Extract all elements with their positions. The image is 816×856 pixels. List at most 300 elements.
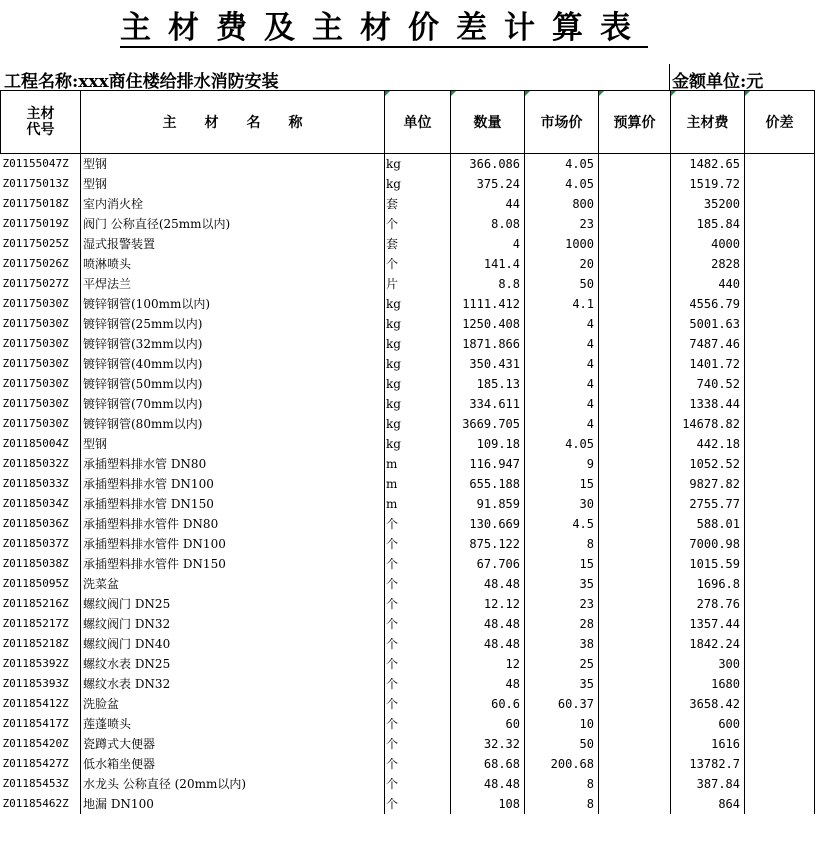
info-divider [669,64,670,91]
cell-market[interactable]: 38 [525,634,599,654]
cell-market[interactable]: 4.05 [525,154,599,175]
cell-code[interactable]: Z01185427Z [2,757,69,770]
cell-unit[interactable]: 个 [385,214,451,234]
header-code[interactable] [1,91,81,154]
cell-budget[interactable] [599,434,671,454]
cell-name[interactable]: 承插塑料排水管 DN150 [81,494,385,514]
table-row [1,434,815,454]
cell-cost[interactable]: 1519.72 [671,174,745,194]
cell-name[interactable]: 承插塑料排水管件 DN150 [81,554,385,574]
cell-budget[interactable] [599,454,671,474]
cell-name[interactable]: 型钢 [81,434,385,454]
cell-code[interactable]: Z01155047Z [2,157,69,170]
table-row [1,254,815,274]
cell-cost[interactable]: 1696.8 [671,574,745,594]
cell-diff[interactable] [745,534,815,554]
cell-qty[interactable]: 141.4 [451,254,525,274]
cell-diff[interactable] [745,474,815,494]
cell-market[interactable]: 10 [525,714,599,734]
cell-name[interactable]: 瓷蹲式大便器 [81,734,385,754]
cell-name[interactable]: 湿式报警装置 [81,234,385,254]
cell-unit[interactable]: 个 [385,534,451,554]
cell-name[interactable]: 螺纹阀门 DN25 [81,594,385,614]
cell-qty[interactable]: 60.6 [451,694,525,714]
cell-budget[interactable] [599,154,671,175]
cell-budget[interactable] [599,274,671,294]
cell-cost[interactable]: 185.84 [671,214,745,234]
cell-market[interactable]: 200.68 [525,754,599,774]
cell-diff[interactable] [745,794,815,814]
cell-qty[interactable]: 12.12 [451,594,525,614]
header-market[interactable] [525,91,599,154]
cell-budget[interactable] [599,534,671,554]
cell-cost[interactable]: 440 [671,274,745,294]
cell-market[interactable]: 4.05 [525,174,599,194]
cell-cost[interactable]: 14678.82 [671,414,745,434]
cell-code[interactable]: Z01175030Z [2,337,69,350]
cell-market[interactable]: 8 [525,534,599,554]
table-row [1,794,815,814]
cell-qty[interactable]: 334.611 [451,394,525,414]
cell-diff[interactable] [745,594,815,614]
table-row [1,394,815,414]
cell-unit[interactable]: 个 [385,774,451,794]
cell-budget[interactable] [599,574,671,594]
cell-name[interactable]: 地漏 DN100 [81,794,385,814]
cell-diff[interactable] [745,194,815,214]
table-row [1,594,815,614]
cell-unit[interactable]: 个 [385,794,451,814]
cell-cost[interactable]: 2828 [671,254,745,274]
cell-code[interactable]: Z01185034Z [2,497,69,510]
table-row [1,654,815,674]
header-name[interactable] [81,91,385,154]
cell-qty[interactable]: 68.68 [451,754,525,774]
cell-cost[interactable]: 442.18 [671,434,745,454]
cell-name[interactable]: 喷淋喷头 [81,254,385,274]
table-row [1,554,815,574]
cell-qty[interactable]: 875.122 [451,534,525,554]
cell-name[interactable]: 螺纹水表 DN32 [81,674,385,694]
cell-cost[interactable]: 740.52 [671,374,745,394]
cell-code[interactable]: Z01175030Z [2,377,69,390]
cell-diff[interactable] [745,494,815,514]
cell-qty[interactable]: 185.13 [451,374,525,394]
cell-market[interactable]: 4 [525,314,599,334]
cell-code[interactable]: Z01185417Z [2,717,69,730]
cell-unit[interactable]: kg [385,334,451,354]
cell-cost[interactable]: 600 [671,714,745,734]
cell-cost[interactable]: 5001.63 [671,314,745,334]
header-cost[interactable] [671,91,745,154]
cell-name[interactable]: 低水箱坐便器 [81,754,385,774]
cell-budget[interactable] [599,734,671,754]
cell-code[interactable]: Z01175013Z [2,177,69,190]
cell-cost[interactable]: 3658.42 [671,694,745,714]
cell-cost[interactable]: 1357.44 [671,614,745,634]
header-code-line2: 代号 [26,122,55,138]
cell-budget[interactable] [599,794,671,814]
cell-unit[interactable]: 个 [385,674,451,694]
cell-cost[interactable]: 1015.59 [671,554,745,574]
table-row [1,414,815,434]
cell-qty[interactable]: 67.706 [451,554,525,574]
cell-budget[interactable] [599,614,671,634]
cell-name[interactable]: 镀锌钢管(80mm以内) [81,414,385,434]
cell-market[interactable]: 4.1 [525,294,599,314]
cell-budget[interactable] [599,554,671,574]
cell-budget[interactable] [599,374,671,394]
material-table [0,90,815,814]
cell-code[interactable]: Z01185393Z [2,677,69,690]
cell-diff[interactable] [745,374,815,394]
cell-market[interactable]: 15 [525,554,599,574]
cell-unit[interactable]: 个 [385,654,451,674]
cell-market[interactable]: 35 [525,674,599,694]
cell-cost[interactable]: 13782.7 [671,754,745,774]
cell-budget[interactable] [599,314,671,334]
cell-diff[interactable] [745,294,815,314]
cell-budget[interactable] [599,294,671,314]
cell-unit[interactable]: m [385,454,451,474]
cell-unit[interactable]: kg [385,434,451,454]
cell-market[interactable]: 4 [525,394,599,414]
cell-code[interactable]: Z01175019Z [2,217,69,230]
cell-unit[interactable]: 个 [385,634,451,654]
cell-unit[interactable]: 个 [385,714,451,734]
cell-qty[interactable]: 60 [451,714,525,734]
cell-market[interactable]: 8 [525,794,599,814]
cell-market[interactable]: 4 [525,354,599,374]
cell-diff[interactable] [745,454,815,474]
cell-cost[interactable]: 2755.77 [671,494,745,514]
cell-cost[interactable]: 7487.46 [671,334,745,354]
table-row [1,314,815,334]
cell-code[interactable]: Z01185217Z [2,617,69,630]
cell-cost[interactable]: 278.76 [671,594,745,614]
cell-qty[interactable]: 48.48 [451,574,525,594]
cell-qty[interactable]: 366.086 [451,154,525,175]
cell-name[interactable]: 洗脸盆 [81,694,385,714]
cell-market[interactable]: 25 [525,654,599,674]
cell-budget[interactable] [599,654,671,674]
cell-code[interactable]: Z01185420Z [2,737,69,750]
cell-unit[interactable]: 个 [385,754,451,774]
cell-name[interactable]: 洗菜盆 [81,574,385,594]
cell-qty[interactable]: 1111.412 [451,294,525,314]
cell-cost[interactable]: 7000.98 [671,534,745,554]
cell-unit[interactable]: 个 [385,614,451,634]
cell-code[interactable]: Z01185038Z [2,557,69,570]
cell-market[interactable]: 800 [525,194,599,214]
cell-qty[interactable]: 48.48 [451,634,525,654]
cell-budget[interactable] [599,354,671,374]
table-row [1,214,815,234]
cell-diff[interactable] [745,734,815,754]
cell-code[interactable]: Z01175030Z [2,297,69,310]
cell-market[interactable]: 4 [525,374,599,394]
cell-unit[interactable]: kg [385,414,451,434]
cell-diff[interactable] [745,174,815,194]
cell-market[interactable]: 4 [525,414,599,434]
cell-qty[interactable]: 130.669 [451,514,525,534]
cell-market[interactable]: 23 [525,214,599,234]
cell-budget[interactable] [599,674,671,694]
cell-name[interactable]: 阀门 公称直径(25mm以内) [81,214,385,234]
cell-code[interactable]: Z01175030Z [2,357,69,370]
cell-code[interactable]: Z01175026Z [2,257,69,270]
cell-code[interactable]: Z01185216Z [2,597,69,610]
cell-diff[interactable] [745,434,815,454]
cell-name[interactable]: 水龙头 公称直径 (20mm以内) [81,774,385,794]
cell-unit[interactable]: 个 [385,594,451,614]
cell-diff[interactable] [745,634,815,654]
cell-unit[interactable]: 个 [385,554,451,574]
cell-cost[interactable]: 1680 [671,674,745,694]
cell-cost[interactable]: 1842.24 [671,634,745,654]
cell-cost[interactable]: 4556.79 [671,294,745,314]
cell-unit[interactable]: 个 [385,694,451,714]
cell-diff[interactable] [745,614,815,634]
cell-name[interactable]: 螺纹阀门 DN32 [81,614,385,634]
cell-unit[interactable]: 个 [385,734,451,754]
cell-cost[interactable]: 1338.44 [671,394,745,414]
cell-cost[interactable]: 588.01 [671,514,745,534]
cell-budget[interactable] [599,194,671,214]
cell-code[interactable]: Z01175030Z [2,317,69,330]
cell-cost[interactable]: 9827.82 [671,474,745,494]
cell-market[interactable]: 50 [525,274,599,294]
cell-budget[interactable] [599,634,671,654]
cell-code[interactable]: Z01185392Z [2,657,69,670]
cell-unit[interactable]: 个 [385,514,451,534]
cell-market[interactable]: 35 [525,574,599,594]
cell-name[interactable]: 型钢 [81,174,385,194]
cell-cost[interactable]: 35200 [671,194,745,214]
cell-name[interactable]: 承插塑料排水管 DN100 [81,474,385,494]
cell-market[interactable]: 1000 [525,234,599,254]
cell-qty[interactable]: 48.48 [451,614,525,634]
cell-diff[interactable] [745,574,815,594]
cell-name[interactable]: 螺纹水表 DN25 [81,654,385,674]
comment-marker [671,91,676,96]
cell-diff[interactable] [745,214,815,234]
cell-qty[interactable]: 32.32 [451,734,525,754]
cell-name[interactable]: 平焊法兰 [81,274,385,294]
cell-budget[interactable] [599,754,671,774]
cell-qty[interactable]: 375.24 [451,174,525,194]
header-qty[interactable] [451,91,525,154]
cell-cost[interactable]: 1482.65 [671,154,745,175]
cell-unit[interactable]: kg [385,314,451,334]
cell-budget[interactable] [599,414,671,434]
cell-unit[interactable]: 个 [385,254,451,274]
cell-code[interactable]: Z01185218Z [2,637,69,650]
cell-code[interactable]: Z01175027Z [2,277,69,290]
cell-cost[interactable]: 1052.52 [671,454,745,474]
cell-unit[interactable]: kg [385,154,451,175]
cell-budget[interactable] [599,174,671,194]
cell-budget[interactable] [599,594,671,614]
cell-market[interactable]: 8 [525,774,599,794]
cell-diff[interactable] [745,414,815,434]
cell-budget[interactable] [599,214,671,234]
cell-code[interactable]: Z01185032Z [2,457,69,470]
cell-qty[interactable]: 350.431 [451,354,525,374]
cell-code[interactable]: Z01185462Z [2,797,69,810]
cell-unit[interactable]: kg [385,174,451,194]
cell-diff[interactable] [745,514,815,534]
cell-name[interactable]: 镀锌钢管(40mm以内) [81,354,385,374]
cell-name[interactable]: 承插塑料排水管件 DN80 [81,514,385,534]
cell-budget[interactable] [599,474,671,494]
cell-market[interactable]: 60.37 [525,694,599,714]
table-row [1,574,815,594]
cell-cost[interactable]: 1401.72 [671,354,745,374]
cell-qty[interactable]: 655.188 [451,474,525,494]
cell-market[interactable]: 4 [525,334,599,354]
cell-market[interactable]: 15 [525,474,599,494]
cell-name[interactable]: 镀锌钢管(70mm以内) [81,394,385,414]
table-row [1,274,815,294]
header-budget[interactable] [599,91,671,154]
cell-qty[interactable]: 91.859 [451,494,525,514]
cell-qty[interactable]: 109.18 [451,434,525,454]
cell-market[interactable]: 4.05 [525,434,599,454]
cell-budget[interactable] [599,394,671,414]
cell-name[interactable]: 承插塑料排水管 DN80 [81,454,385,474]
cell-budget[interactable] [599,254,671,274]
cell-diff[interactable] [745,254,815,274]
cell-cost[interactable]: 387.84 [671,774,745,794]
cell-name[interactable]: 镀锌钢管(100mm以内) [81,294,385,314]
header-market-label: 市场价 [540,115,583,131]
cell-budget[interactable] [599,234,671,254]
cell-name[interactable]: 莲蓬喷头 [81,714,385,734]
cell-qty[interactable]: 4 [451,234,525,254]
cell-code[interactable]: Z01175018Z [2,197,69,210]
comment-marker [525,91,530,96]
cell-unit[interactable]: 个 [385,574,451,594]
cell-diff[interactable] [745,154,815,175]
cell-budget[interactable] [599,774,671,794]
header-code-line1: 主材 [26,106,55,122]
table-row [1,474,815,494]
table-row [1,674,815,694]
cell-unit[interactable]: kg [385,294,451,314]
cell-cost[interactable]: 1616 [671,734,745,754]
cell-qty[interactable]: 1871.866 [451,334,525,354]
cell-unit[interactable]: 套 [385,234,451,254]
cell-code[interactable]: Z01185036Z [2,517,69,530]
cell-qty[interactable]: 8.08 [451,214,525,234]
cell-market[interactable]: 23 [525,594,599,614]
cell-name[interactable]: 镀锌钢管(25mm以内) [81,314,385,334]
table-row [1,354,815,374]
cell-unit[interactable]: 套 [385,194,451,214]
cell-cost[interactable]: 864 [671,794,745,814]
cell-qty[interactable]: 48 [451,674,525,694]
table-row [1,774,815,794]
cell-code[interactable]: Z01185037Z [2,537,69,550]
cell-market[interactable]: 4.5 [525,514,599,534]
cell-diff[interactable] [745,674,815,694]
header-name-label: 主 材 名 称 [162,115,303,131]
cell-unit[interactable]: kg [385,354,451,374]
cell-cost[interactable]: 4000 [671,234,745,254]
table-row [1,614,815,634]
cell-diff[interactable] [745,774,815,794]
cell-market[interactable]: 50 [525,734,599,754]
cell-unit[interactable]: m [385,494,451,514]
cell-code[interactable]: Z01175030Z [2,417,69,430]
comment-marker [385,91,390,96]
cell-unit[interactable]: m [385,474,451,494]
cell-diff[interactable] [745,554,815,574]
header-diff[interactable] [745,91,815,154]
cell-code[interactable]: Z01185453Z [2,777,69,790]
header-row [1,91,815,154]
cell-qty[interactable]: 12 [451,654,525,674]
cell-market[interactable]: 9 [525,454,599,474]
cell-name[interactable]: 室内消火栓 [81,194,385,214]
cell-market[interactable]: 30 [525,494,599,514]
cell-qty[interactable]: 1250.408 [451,314,525,334]
cell-qty[interactable]: 108 [451,794,525,814]
cell-budget[interactable] [599,714,671,734]
cell-diff[interactable] [745,354,815,374]
cell-code[interactable]: Z01185412Z [2,697,69,710]
cell-diff[interactable] [745,394,815,414]
cell-diff[interactable] [745,334,815,354]
cell-diff[interactable] [745,314,815,334]
cell-diff[interactable] [745,694,815,714]
cell-budget[interactable] [599,514,671,534]
cell-code[interactable]: Z01185033Z [2,477,69,490]
cell-diff[interactable] [745,234,815,254]
cell-budget[interactable] [599,494,671,514]
cell-diff[interactable] [745,274,815,294]
cell-name[interactable]: 镀锌钢管(50mm以内) [81,374,385,394]
cell-name[interactable]: 承插塑料排水管件 DN100 [81,534,385,554]
cell-diff[interactable] [745,754,815,774]
cell-diff[interactable] [745,654,815,674]
cell-name[interactable]: 螺纹阀门 DN40 [81,634,385,654]
cell-budget[interactable] [599,334,671,354]
cell-diff[interactable] [745,714,815,734]
cell-unit[interactable]: kg [385,374,451,394]
cell-unit[interactable]: 片 [385,274,451,294]
cell-code[interactable]: Z01185095Z [2,577,69,590]
cell-market[interactable]: 28 [525,614,599,634]
cell-code[interactable]: Z01185004Z [2,437,69,450]
cell-qty[interactable]: 8.8 [451,274,525,294]
cell-cost[interactable]: 300 [671,654,745,674]
cell-unit[interactable]: kg [385,394,451,414]
cell-market[interactable]: 20 [525,254,599,274]
cell-qty[interactable]: 3669.705 [451,414,525,434]
cell-qty[interactable]: 116.947 [451,454,525,474]
cell-budget[interactable] [599,694,671,714]
cell-code[interactable]: Z01175030Z [2,397,69,410]
cell-name[interactable]: 镀锌钢管(32mm以内) [81,334,385,354]
cell-qty[interactable]: 48.48 [451,774,525,794]
header-unit[interactable] [385,91,451,154]
cell-code[interactable]: Z01175025Z [2,237,69,250]
cell-name[interactable]: 型钢 [81,154,385,175]
cell-qty[interactable]: 44 [451,194,525,214]
comment-marker [599,91,604,96]
